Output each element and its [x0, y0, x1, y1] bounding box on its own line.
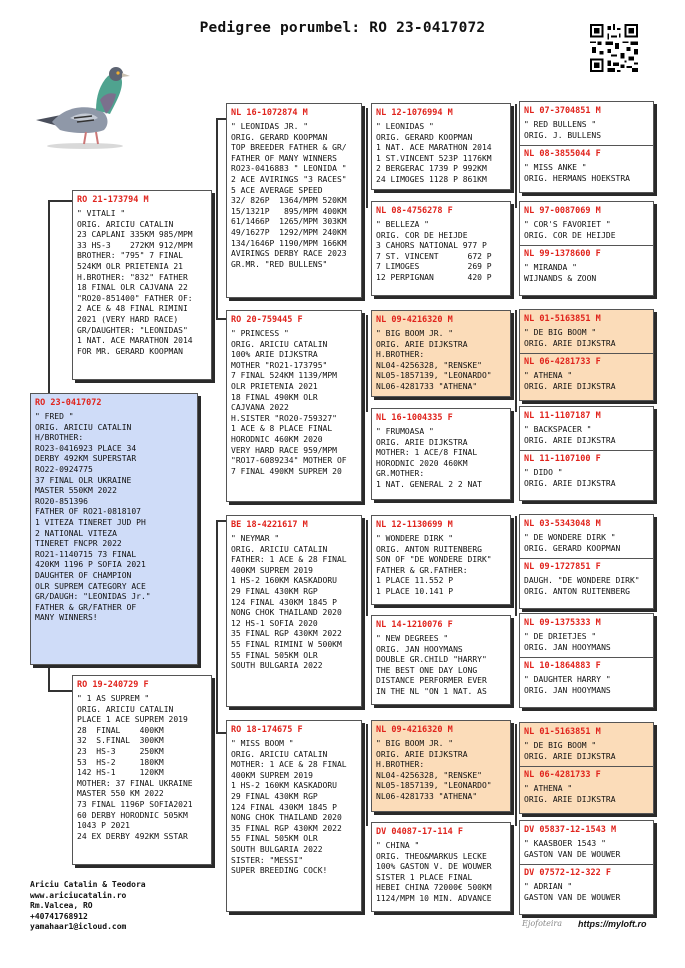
ring-number: RO 23-0417072 — [35, 398, 102, 408]
connector-line — [216, 520, 218, 732]
great-grandparent-card[interactable] — [371, 822, 511, 912]
pigeon-info: " VITALI " ORIG. ARICIU CATALIN 23 CAPLANI 335KM 985/MPM 33 HS-3 272KM 912/MPM BROTHER: "795" 7 FINAL 524KM OLR PRIETENIA 21 H.BROTHER: "832" FATHER 18 FINAL OLR CAJVANA 22 "RO20-851400" FATHER OF: 2 ACE & 48 FINAL RIMINI 2021 (VERY HARD RACE) GR/DAUGHTER: "LEONIDAS" 1 NAT. ACE MARATHON 2014 FOR MR. GERARD KOOPMAN — [77, 209, 193, 356]
pigeon-info: " WONDERE DIRK " ORIG. ANTON RUITENBERG SON OF "DE WONDERE DIRK" FATHER & GR.FATHER: 1 PLACE 11.552 P 1 PLACE 10.141 P — [376, 534, 492, 596]
great-grandparent-card[interactable] — [371, 720, 511, 812]
connector-line — [366, 724, 368, 826]
ring-number: NL 16-1004335 F — [376, 413, 453, 423]
pigeon-info: " FRED " ORIG. ARICIU CATALIN H/BROTHER: RO23-0416923 PLACE 34 DERBY 492KM SUPERSTAR RO22-0924775 37 FINAL OLR UKRAINE MASTER 550KM 2022 RO20-851396 FATHER OF RO21-0818107 1 VITEZA TINERET JUD PH 2 NATIONAL VITEZA TINERET FNCPR 2022 RO21-1140715 73 FINAL 420KM 1196 P SOFIA 2021 DAUGHTER OF CHAMPION OLR SUPREM CATEGORY ACE GR/DAUGH: "LEONIDAS Jr." FATHER & GR/FATHER OF MANY WINNERS! — [35, 412, 151, 623]
grandparent-card[interactable] — [226, 310, 362, 502]
ring-number: NL 97-0087069 M — [524, 206, 601, 216]
divider — [520, 657, 653, 658]
connector-line — [515, 516, 517, 616]
great-grandparent-card[interactable] — [371, 103, 511, 190]
divider — [520, 145, 653, 146]
pigeon-info: " NEW DEGREES " ORIG. JAN HOOYMANS DOUBLE GR.CHILD "HARRY" THE BEST ONE DAY LONG DISTANCE PERFORMER EVER IN THE NL "ON 1 NAT. AS — [376, 634, 487, 696]
divider — [520, 864, 653, 865]
ring-number: NL 16-1072874 M — [231, 108, 308, 118]
great-grandparent-card[interactable] — [371, 201, 511, 296]
pigeon-info: " BACKSPACER " ORIG. ARIE DIJKSTRA — [524, 425, 616, 445]
connector-line — [366, 315, 368, 412]
ring-number: RO 19-240729 F — [77, 680, 149, 690]
pigeon-info: " FRUMOASA " ORIG. ARIE DIJKSTRA MOTHER: 1 ACE/8 FINAL HORODNIC 2020 460KM GR.MOTHER: 1 NAT. GENERAL 2 2 NAT — [376, 427, 482, 489]
ring-number: RO 21-173794 M — [77, 195, 149, 205]
ring-number: DV 05837-12-1543 M — [524, 825, 617, 835]
divider — [520, 450, 653, 451]
ancestor-pair-card[interactable] — [519, 406, 654, 501]
breeder-contact: Ariciu Catalin & Teodora www.ariciucatalin.ro Rm.Valcea, RO +40741768912 yamahaar1@icloud.com — [30, 880, 146, 932]
great-grandparent-card[interactable] — [371, 408, 511, 500]
pigeon-info: " ATHENA " ORIG. ARIE DIJKSTRA — [524, 371, 616, 391]
connector-line — [216, 118, 218, 318]
pigeon-info: " DIDO " ORIG. ARIE DIJKSTRA — [524, 468, 616, 488]
ancestor-pair-card[interactable] — [519, 201, 654, 296]
pigeon-info: " DE BIG BOOM " ORIG. ARIE DIJKSTRA — [524, 328, 616, 348]
ring-number: NL 08-3855044 F — [524, 149, 601, 160]
page-title: Pedigree porumbel: RO 23-0417072 — [199, 20, 486, 36]
pigeon-info: " DE BIG BOOM " ORIG. ARIE DIJKSTRA — [524, 741, 616, 761]
pigeon-info: " DE DRIETJES " ORIG. JAN HOOYMANS — [524, 632, 611, 652]
ring-number: NL 06-4281733 F — [524, 357, 601, 368]
great-grandparent-card[interactable] — [371, 615, 511, 705]
sire-card[interactable] — [72, 190, 212, 380]
divider — [520, 245, 653, 246]
pigeon-info: " RED BULLENS " ORIG. J. BULLENS — [524, 120, 602, 140]
connector-line — [216, 318, 226, 320]
pigeon-info: " MIRANDA " WIJNANDS & ZOON — [524, 263, 597, 283]
pigeon-info: " 1 AS SUPREM " ORIG. ARICIU CATALIN PLACE 1 ACE SUPREM 2019 28 FINAL 400KM 32 S.FINAL 300KM 23 HS-3 250KM 53 HS-2 180KM 142 HS-1 120KM MOTHER: 37 FINAL UKRAINE MASTER 550 KM 2022 73 FINAL 1196P SOFIA2021 60 DERBY HORODNIC 505KM 1043 P 2021 24 EX DERBY 492KM SSTAR — [77, 694, 193, 841]
connector-line — [515, 724, 517, 826]
pigeon-info: " BIG BOOM JR. " ORIG. ARIE DIJKSTRA H.BROTHER: NL04-4256328, "RENSKE" NL05-1857139, "LEONARDO" NL06-4281733 "ATHENA" — [376, 739, 492, 801]
ring-number: NL 10-1864883 F — [524, 661, 601, 672]
ring-number: NL 07-3704851 M — [524, 106, 601, 116]
connector-line — [216, 732, 226, 734]
ring-number: DV 07572-12-322 F — [524, 868, 611, 879]
pigeon-info: " MISS ANKE " ORIG. HERMANS HOEKSTRA — [524, 163, 630, 183]
pigeon-info: " DAUGHTER HARRY " ORIG. JAN HOOYMANS — [524, 675, 611, 695]
ring-number: NL 09-4216320 M — [376, 725, 453, 735]
ring-number: NL 12-1076994 M — [376, 108, 453, 118]
connector-line — [216, 118, 226, 120]
connector-line — [48, 690, 72, 692]
signature: Ejofoteira — [522, 919, 563, 928]
connector-line — [216, 520, 226, 522]
connector-line — [48, 200, 50, 395]
pigeon-info: " ATHENA " ORIG. ARIE DIJKSTRA — [524, 784, 616, 804]
pigeon-info: DAUGH. "DE WONDERE DIRK" ORIG. ANTON RUITENBERG — [524, 576, 640, 596]
grandparent-card[interactable] — [226, 720, 362, 912]
pigeon-info: " KAASBOER 1543 " GASTON VAN DE WOUWER — [524, 839, 621, 859]
ancestor-pair-card[interactable] — [519, 820, 654, 915]
ring-number: NL 11-1107100 F — [524, 454, 601, 465]
ancestor-pair-card[interactable] — [519, 514, 654, 609]
grandparent-card[interactable] — [226, 515, 362, 707]
ring-number: NL 11-1107187 M — [524, 411, 601, 421]
connector-line — [515, 310, 517, 412]
ring-number: NL 12-1130699 M — [376, 520, 453, 530]
connector-line — [515, 104, 517, 208]
pigeon-info: " ADRIAN " GASTON VAN DE WOUWER — [524, 882, 621, 902]
ring-number: NL 08-4756278 F — [376, 206, 453, 216]
ring-number: NL 14-1210076 F — [376, 620, 453, 630]
ring-number: NL 09-4216320 M — [376, 315, 453, 325]
great-grandparent-card[interactable] — [371, 310, 511, 397]
ancestor-pair-card[interactable] — [519, 613, 654, 708]
ring-number: NL 09-1375333 M — [524, 618, 601, 628]
pigeon-info: " PRINCESS " ORIG. ARICIU CATALIN 100% ARIE DIJKSTRA MOTHER "RO21-173795" 7 FINAL 524KM 1139/MPM OLR PRIETENIA 2021 18 FINAL 490KM OLR CAJVANA 2022 H.SISTER "RO20-759327" 1 ACE & 8 PLACE FINAL HORODNIC 460KM 2020 VERY HARD RACE 959/MPM "RO17-6089234" MOTHER OF 7 FINAL 490KM SUPREM 20 — [231, 329, 347, 476]
subject-card[interactable] — [30, 393, 198, 665]
grandparent-card[interactable] — [226, 103, 362, 298]
ring-number: BE 18-4221617 M — [231, 520, 308, 530]
qr-code-icon — [590, 24, 638, 72]
divider — [520, 353, 653, 354]
pigeon-info: " NEYMAR " ORIG. ARICIU CATALIN FATHER: 1 ACE & 28 FINAL 400KM SUPREM 2019 1 HS-2 160KM KASKADORU 29 FINAL 430KM RGP 124 FINAL 430KM 1845 P NONG CHOK THAILAND 2020 12 HS-1 SOFIA 2020 35 FINAL RGP 430KM 2022 55 FINAL RIMINI W 500KM 55 FINAL 505KM OLR SOUTH BULGARIA 2022 — [231, 534, 347, 671]
divider — [520, 766, 653, 767]
connector-line — [366, 520, 368, 616]
pigeon-photo — [30, 60, 140, 152]
connector-line — [366, 108, 368, 208]
pigeon-info: " BIG BOOM JR. " ORIG. ARIE DIJKSTRA H.BROTHER: NL04-4256328, "RENSKE" NL05-1857139, "LEONARDO" NL06-4281733 "ATHENA" — [376, 329, 492, 391]
pigeon-info: " CHINA " ORIG. THEO&MARKUS LECKE 100% GASTON V. DE WOUWER SISTER 1 PLACE FINAL HEBEI CHINA 72000€ 500KM 1124/MPM 10 MIN. ADVANCE — [376, 841, 492, 903]
pigeon-info: " LEONIDAS " ORIG. GERARD KOOPMAN 1 NAT. ACE MARATHON 2014 1 ST.VINCENT 523P 1176KM 2 BERGERAC 1739 P 992KM 24 LIMOGES 1128 P 861KM — [376, 122, 492, 184]
ring-number: NL 01-5163851 M — [524, 727, 601, 737]
ring-number: NL 03-5343048 M — [524, 519, 601, 529]
pigeon-info: " BELLEZA " ORIG. COR DE HEIJDE 3 CAHORS NATIONAL 977 P 7 ST. VINCENT 672 P 7 LIMOGES 269 P 12 PERPIGNAN 420 P — [376, 220, 492, 282]
ring-number: RO 18-174675 F — [231, 725, 303, 735]
pigeon-info: " MISS BOOM " ORIG. ARICIU CATALIN MOTHER: 1 ACE & 28 FINAL 400KM SUPREM 2019 1 HS-2 160KM KASKADORU 29 FINAL 430KM RGP 124 FINAL 430KM 1845 P NONG CHOK THAILAND 2020 35 FINAL RGP 430KM 2022 55 FINAL 505KM OLR SOUTH BULGARIA 2022 SISTER: "MESSI" SUPER BREEDING COCK! — [231, 739, 347, 876]
ancestor-pair-card[interactable] — [519, 309, 654, 401]
ring-number: DV 04087-17-114 F — [376, 827, 463, 837]
ring-number: NL 06-4281733 F — [524, 770, 601, 781]
ancestor-pair-card[interactable] — [519, 101, 654, 193]
great-grandparent-card[interactable] — [371, 515, 511, 605]
pigeon-info: " DE WONDERE DIRK " ORIG. GERARD KOOPMAN — [524, 533, 621, 553]
website-link[interactable]: https://myloft.ro — [578, 919, 647, 929]
ancestor-pair-card[interactable] — [519, 722, 654, 814]
divider — [520, 558, 653, 559]
dam-card[interactable] — [72, 675, 212, 865]
ring-number: NL 09-1727851 F — [524, 562, 601, 573]
ring-number: RO 20-759445 F — [231, 315, 303, 325]
ring-number: NL 01-5163851 M — [524, 314, 601, 324]
ring-number: NL 99-1378600 F — [524, 249, 601, 260]
connector-line — [48, 200, 72, 202]
pigeon-info: " LEONIDAS JR. " ORIG. GERARD KOOPMAN TOP BREEDER FATHER & GR/ FATHER OF MANY WINNERS RO23-0416883 " LEONIDA " 2 ACE AVIRINGS "3 RACES" 5 ACE AVERAGE SPEED 32/ 826P 1364/MPM 520KM 15/1321P 895/MPM 400KM 61/1466P 1265/MPM 303KM 49/1627P 1292/MPM 240KM 134/1646P 1190/MPM 166KM AVIRINGS DERBY RACE 2023 GR.MR. "RED BULLENS" — [231, 122, 347, 269]
pigeon-info: " COR'S FAVORIET " ORIG. COR DE HEIJDE — [524, 220, 616, 240]
